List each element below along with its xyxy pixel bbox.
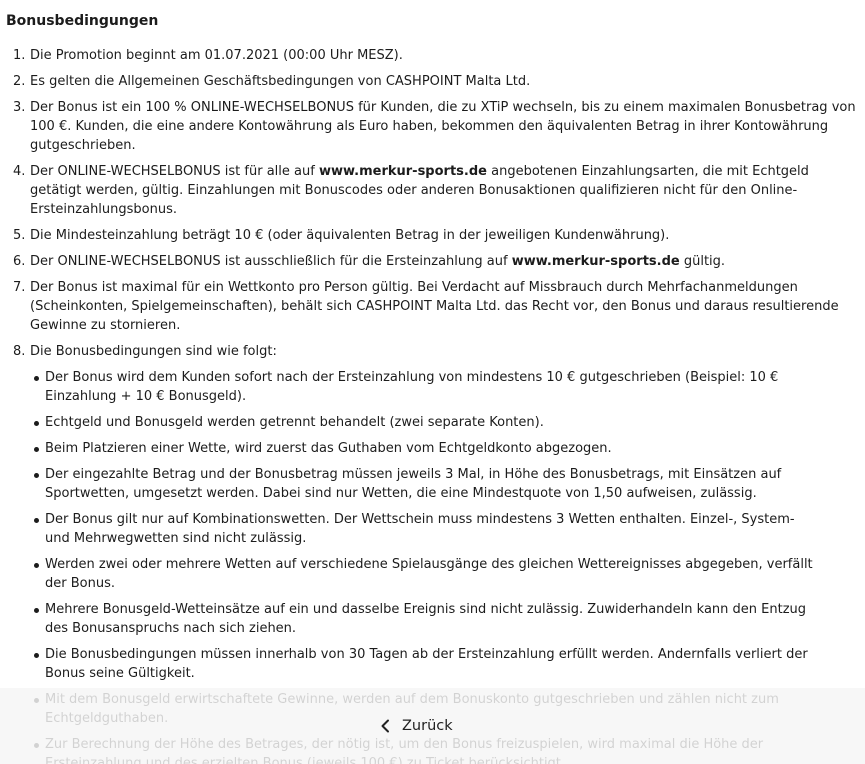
term-item — [30, 226, 860, 245]
term-item — [30, 98, 860, 155]
term-text: Die Promotion beginnt am 01.07.2021 (00:00 Uhr MESZ). — [30, 48, 403, 63]
condition-item: Werden zwei oder mehrere Wetten auf verschiedene Spielausgänge des gleichen Wettereignisses abgegeben, verfällt der Bonus. — [45, 555, 815, 593]
term-text: Der ONLINE-WECHSELBONUS ist für alle auf — [30, 164, 319, 179]
term-text: Der Bonus ist ein 100 % ONLINE-WECHSELBONUS für Kunden, die zu XTiP wechseln, bis zu einem maximalen Bonusbetrag von 100 €. Kunden, die eine andere Kontowährung als Euro haben, bekommen den äquivalenten Betrag in ihrer Kontowährung gutgeschrieben. — [30, 100, 856, 153]
condition-item: Der Bonus gilt nur auf Kombinationswetten. Der Wettschein muss mindestens 3 Wetten enthalten. Einzel-, System- und Mehrwegwetten sind nicht zulässig. — [45, 510, 815, 548]
merkur-sports-link[interactable]: www.merkur-sports.de — [318, 164, 487, 179]
condition-item: Beim Platzieren einer Wette, wird zuerst das Guthaben vom Echtgeldkonto abgezogen. — [45, 439, 815, 458]
term-text: angebotenen Einzahlungsarten, die mit Echtgeld getätigt werden, gültig. Einzahlungen mit Bonuscodes oder anderen Bonusaktionen qualifizieren nicht für den Online-Ersteinzahlungsbonus. — [30, 164, 809, 217]
terms-list — [0, 46, 860, 764]
term-text: Es gelten die Allgemeinen Geschäftsbedingungen von CASHPOINT Malta Ltd. — [30, 74, 531, 89]
term-text: Der Bonus ist maximal für ein Wettkonto pro Person gültig. Bei Verdacht auf Missbrauch durch Mehrfachanmeldungen (Scheinkonten, Spielgemeinschaften), behält sich CASHPOINT Malta Ltd. das Recht vor, den Bonus und daraus resultierende Gewinne zu stornieren. — [30, 280, 839, 333]
merkur-sports-link[interactable]: www.merkur-sports.de — [511, 254, 680, 269]
chevron-left-icon — [380, 719, 390, 733]
condition-item: Der eingezahlte Betrag und der Bonusbetrag müssen jeweils 3 Mal, in Höhe des Bonusbetrags, mit Einsätzen auf Sportwetten, umgesetzt werden. Dabei sind nur Wetten, die eine Mindestquote von 1,50 aufweisen, zulässig. — [45, 465, 815, 503]
back-button[interactable] — [380, 715, 453, 737]
condition-item: Echtgeld und Bonusgeld werden getrennt behandelt (zwei separate Konten). — [45, 413, 815, 432]
term-item — [30, 252, 860, 271]
term-text: Die Mindesteinzahlung beträgt 10 € (oder äquivalenten Betrag in der jeweiligen Kundenwährung). — [30, 228, 670, 243]
term-item — [30, 162, 860, 219]
back-button-label: Zurück — [402, 717, 453, 734]
term-text: Die Bonusbedingungen sind wie folgt: — [30, 344, 277, 359]
term-item — [30, 278, 860, 335]
condition-item: Der Bonus wird dem Kunden sofort nach der Ersteinzahlung von mindestens 10 € gutgeschrieben (Beispiel: 10 € Einzahlung + 10 € Bonusgeld). — [45, 368, 815, 406]
term-item — [30, 72, 860, 91]
condition-item: Die Bonusbedingungen müssen innerhalb von 30 Tagen ab der Ersteinzahlung erfüllt werden. Andernfalls verliert der Bonus seine Gültigkeit. — [45, 645, 815, 683]
term-text: gültig. — [679, 254, 726, 269]
condition-item: Mehrere Bonusgeld-Wetteinsätze auf ein und dasselbe Ereignis sind nicht zulässig. Zuwiderhandeln kann den Entzug des Bonusanspruchs nach sich ziehen. — [45, 600, 815, 638]
page-title: Bonusbedingungen — [6, 13, 159, 29]
term-text: Der ONLINE-WECHSELBONUS ist ausschließlich für die Ersteinzahlung auf — [30, 254, 512, 269]
term-item — [30, 46, 860, 65]
